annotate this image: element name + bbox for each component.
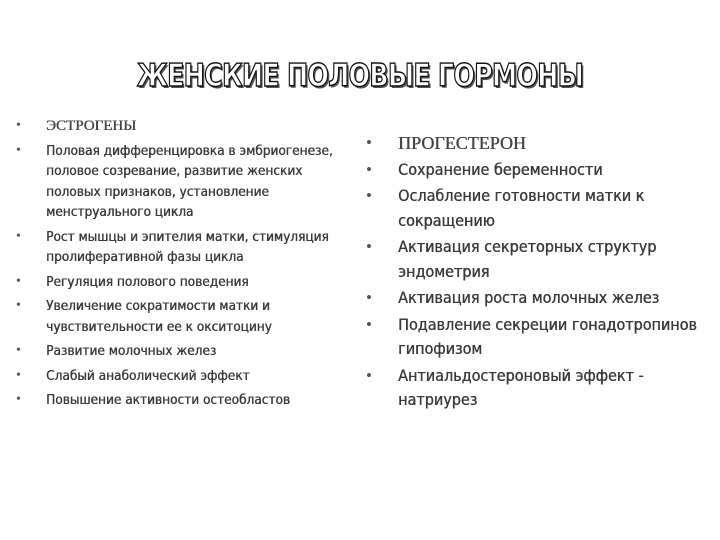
- list-item: [14, 141, 359, 223]
- bullet-icon: •: [16, 298, 21, 313]
- progesterone-effect: Антиальдостероновый эффект - натриурез: [398, 365, 644, 409]
- estrogen-heading: ЭСТРОГЕНЫ: [46, 118, 137, 134]
- list-item: [14, 272, 359, 293]
- bullet-icon: •: [366, 186, 372, 205]
- estrogen-list: [14, 116, 359, 411]
- list-item: [14, 341, 359, 362]
- bullet-icon: •: [366, 133, 372, 152]
- progesterone-effect: Подавление секреции гонадотропинов гипофизом: [398, 314, 697, 358]
- estrogen-effect: Увеличение сократимости матки и чувствительности ее к окситоцину: [46, 298, 272, 335]
- estrogen-effect: Рост мышцы и эпителия матки, стимуляция пролиферативной фазы цикла: [46, 228, 329, 265]
- progesterone-effect: Активация секреторных структур эндометрия: [398, 237, 657, 281]
- estrogen-effect: Регуляция полового поведения: [46, 273, 249, 290]
- bullet-icon: •: [16, 142, 21, 158]
- list-item: [14, 366, 359, 387]
- progesterone-effect: Сохранение беременности: [398, 159, 603, 179]
- list-item: [14, 296, 359, 337]
- list-item-progesterone-heading: [366, 131, 720, 156]
- progesterone-effect: Ослабление готовности матки к сокращению: [398, 186, 645, 230]
- bullet-icon: •: [16, 392, 21, 407]
- bullet-icon: •: [16, 343, 21, 358]
- list-item: [14, 227, 359, 268]
- bullet-icon: •: [366, 314, 372, 334]
- bullet-icon: •: [16, 367, 21, 383]
- bullet-icon: •: [366, 159, 372, 179]
- list-item: [14, 390, 359, 411]
- list-item: [366, 184, 720, 233]
- progesterone-list: [366, 131, 720, 413]
- list-item: [366, 235, 720, 284]
- bullet-icon: •: [366, 288, 372, 307]
- bullet-icon: •: [366, 237, 372, 256]
- list-item: [366, 286, 720, 311]
- list-item-estrogen-heading: [14, 116, 359, 137]
- bullet-icon: •: [366, 365, 372, 385]
- estrogen-column: [14, 116, 359, 415]
- list-item: [366, 364, 720, 413]
- bullet-icon: •: [16, 118, 21, 133]
- progesterone-column: [366, 131, 720, 415]
- list-item: [366, 313, 720, 362]
- estrogen-effect: Повышение активности остеобластов: [46, 392, 290, 408]
- slide-title: ЖЕНСКИЕ ПОЛОВЫЕ ГОРМОНЫ: [136, 58, 584, 94]
- list-item: [366, 158, 720, 183]
- estrogen-effect: Слабый анаболический эффект: [46, 367, 250, 384]
- progesterone-heading: ПРОГЕСТЕРОН: [398, 133, 526, 153]
- progesterone-effect: Активация роста молочных желез: [398, 288, 660, 307]
- estrogen-effect: Развитие молочных желез: [46, 343, 217, 359]
- bullet-icon: •: [16, 273, 21, 289]
- estrogen-effect: Половая дифференцировка в эмбриогенезе, половое созревание, развитие женских половых признаков, установление менструального цикла: [46, 142, 333, 220]
- bullet-icon: •: [16, 228, 21, 244]
